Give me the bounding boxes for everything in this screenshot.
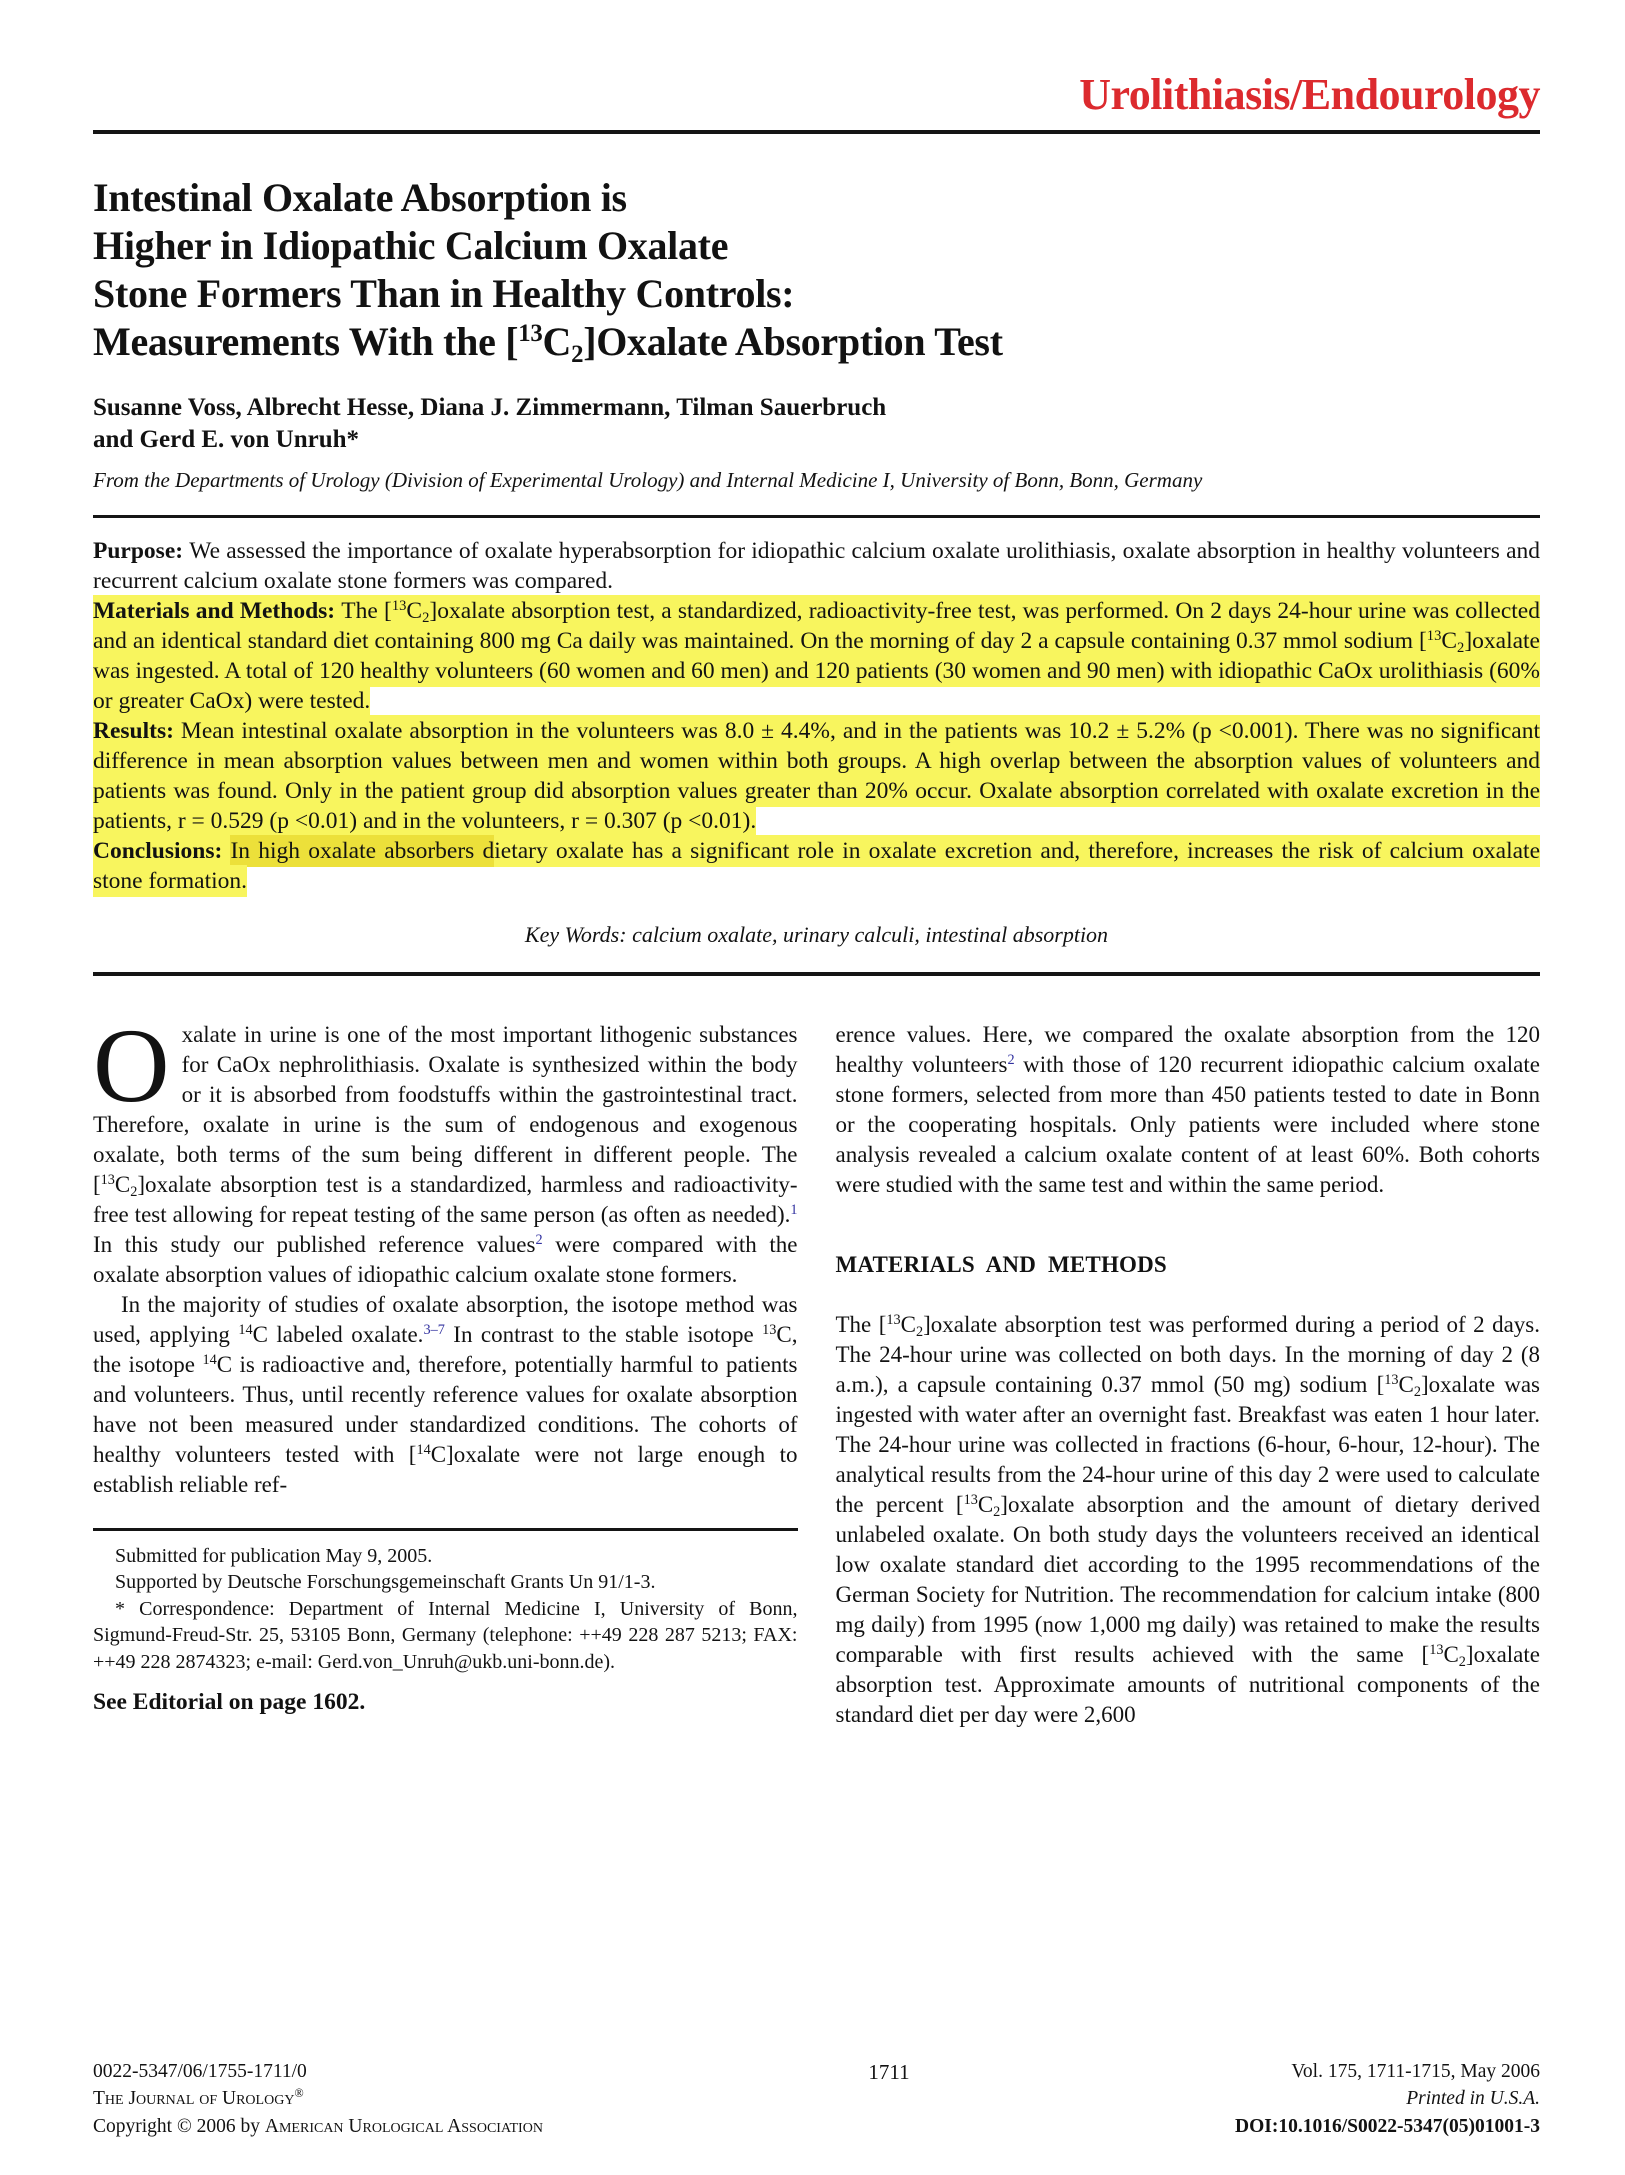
abstract-materials-methods: [93, 596, 1540, 716]
volume-info: Vol. 175, 1711-1715, May 2006: [1291, 2060, 1540, 2082]
intro-paragraph: [93, 1007, 798, 1290]
copyright-line: [93, 2113, 543, 2141]
footer-right-block: [1235, 2058, 1540, 2141]
issn-code: 0022-5347/06/1755-1711/0: [93, 2060, 307, 2082]
abstract-top-rule: [93, 515, 1540, 518]
left-column: [93, 1007, 798, 1730]
title-line: Intestinal Oxalate Absorption is: [93, 175, 627, 220]
abstract-conclusions-text: Conclusions: In high oxalate absorbers dietary oxalate has a significant role in oxalate excretion and, therefore, increases the risk of calcium oxalate stone formation.: [93, 835, 1540, 897]
keywords-line: Key Words: calcium oxalate, urinary calculi, intestinal absorption: [524, 922, 1109, 947]
copyright-text: Copyright © 2006 by American Urological Association: [93, 2115, 543, 2137]
printed-in-note: Printed in U.S.A.: [1406, 2088, 1540, 2109]
article-title: [93, 174, 1540, 366]
affiliation: From the Departments of Urology (Division of Experimental Urology) and Internal Medicine I, University of Bonn, Bonn, Germany: [93, 468, 1203, 492]
body-paragraph-text: In the majority of studies of oxalate absorption, the isotope method was used, applying $^{14}$C labeled oxalate.$^{3-7}$ In contrast to the stable isotope $^{13}$C, the isotope $^{14}$C is radioactive and, therefore, potentially harmful to patients and volunteers. Thus, until recently reference values for oxalate absorption have not been measured under standardized conditions. The cohorts of healthy volunteers tested with [$^{14}$C]oxalate were not large enough to establish reliable ref-: [93, 1292, 798, 1497]
footnote-submitted: [93, 1543, 798, 1570]
intro-paragraph-text: xalate in urine is one of the most important lithogenic substances for CaOx nephrolithiasis. Oxalate is synthesized within the body or it is absorbed from foodstuffs within the gastrointestinal tract. Therefore, oxalate in urine is the sum of endogenous and exogenous oxalate, both terms of the sum being different in different people. The $[^{13}C_2]oxalate$ absorption test is a standardized, harmless and radioactivity-free test allowing for repeat testing of the same person (as often as needed).$^1$ In this study our published reference values$^2$ were compared with the oxalate absorption values of idiopathic calcium oxalate stone formers.: [93, 1022, 798, 1287]
footer-left-block: [93, 2058, 543, 2141]
body-columns: [93, 1007, 1540, 1730]
title-line: Measurements With the $[^{13}C_2]Oxalate$ Absorption Test: [93, 319, 1003, 368]
header-rule: [93, 130, 1540, 134]
footnote-supported: [93, 1569, 798, 1596]
body-paragraph: [836, 1310, 1541, 1730]
footnote-correspondence: [93, 1596, 798, 1676]
journal-section-label: Urolithiasis/Endourology: [1079, 70, 1540, 119]
abstract-results-text: Results: Mean intestinal oxalate absorption in the volunteers was 8.0 ± 4.4%, and in the patients was 10.2 ± 5.2% (p <0.001). There was no significant difference in mean absorption values between men and women within both groups. A high overlap between the absorption values of volunteers and patients was found. Only in the patient group did absorption values greater than 20% occur. Oxalate absorption correlated with oxalate excretion in the patients, r = 0.529 (p <0.01) and in the volunteers, r = 0.307 (p <0.01).: [93, 715, 1540, 837]
footnote-rule: [93, 1528, 798, 1531]
abstract-conclusions: [93, 836, 1540, 896]
authors-line-1: Susanne Voss, Albrecht Hesse, Diana J. Zimmermann, Tilman Sauerbruch: [93, 394, 887, 421]
abstract-bottom-rule: [93, 972, 1540, 976]
abstract: [93, 536, 1540, 896]
title-line: Stone Formers Than in Healthy Controls:: [93, 271, 795, 316]
body-paragraph: [93, 1290, 798, 1500]
authors-line-2: and Gerd E. von Unruh*: [93, 426, 360, 453]
footnote-submitted-text: Submitted for publication May 9, 2005.: [115, 1544, 433, 1567]
abstract-results: [93, 716, 1540, 836]
citation-reference-link[interactable]: 1: [790, 1202, 798, 1219]
abstract-purpose: [93, 536, 1540, 596]
editorial-cross-reference: See Editorial on page 1602.: [93, 1689, 366, 1715]
footnote-supported-text: Supported by Deutsche Forschungsgemeinschaft Grants Un 91/1-3.: [115, 1571, 656, 1593]
title-line: Higher in Idiopathic Calcium Oxalate: [93, 223, 729, 268]
doi-line: DOI:10.1016/S0022-5347(05)01001-3: [1235, 2115, 1540, 2137]
body-paragraph-text: The $[^{13}C_2]oxalate$ absorption test was performed during a period of 2 days. The 24-hour urine was collected on both days. In the morning of day 2 (8 a.m.), a capsule containing 0.37 mmol (50 mg) sodium $[^{13}C_2]oxalate$ was ingested with water after an overnight fast. Breakfast was eaten 1 hour later. The 24-hour urine was collected in fractions (6-hour, 6-hour, 12-hour). The analytical results from the 24-hour urine of this day 2 were used to calculate the percent $[^{13}C_2]oxalate$ absorption and the amount of dietary derived unlabeled oxalate. On both study days the volunteers received an identical low oxalate standard diet according to the 1995 recommendations of the German Society for Nutrition. The recommendation for calcium intake (800 mg daily) from 1995 (now 1,000 mg daily) was retained to make the results comparable with first results achieved with the same $[^{13}C_2]oxalate$ absorption test. Approximate amounts of nutritional components of the standard diet per day were 2,600: [835, 1312, 1540, 1727]
journal-name: [93, 2085, 543, 2113]
dropcap-letter: O: [93, 1007, 170, 1124]
page-footer: [93, 2058, 1540, 2141]
citation-reference-link[interactable]: 3–7: [423, 1322, 445, 1339]
page-number: 1711: [868, 2059, 910, 2084]
journal-name-text: The Journal of Urology®: [93, 2086, 304, 2109]
right-column: [836, 1020, 1541, 1730]
body-paragraph-text: erence values. Here, we compared the oxalate absorption from the 120 healthy volunteers$^2$ with those of 120 recurrent idiopathic calcium oxalate stone formers, selected from more than 450 patients tested to date in Bonn or the cooperating hospitals. Only patients were included where stone analysis revealed a calcium oxalate content of at least 60%. Both cohorts were studied with the same test and within the same period.: [835, 1022, 1540, 1197]
footnotes: [93, 1543, 798, 1676]
section-heading-materials-and-methods: MATERIALS AND METHODS: [835, 1252, 1167, 1277]
author-list: [93, 392, 1540, 456]
footnote-correspondence-text: * Correspondence: Department of Internal Medicine I, University of Bonn, Sigmund-Freud-Str. 25, 53105 Bonn, Germany (telephone: ++49 228 287 5213; FAX: ++49 228 2874323; e-mail: Gerd.von_Unruh@ukb.uni-bonn.de).: [93, 1597, 798, 1673]
citation-reference-link[interactable]: 2: [1007, 1052, 1015, 1069]
abstract-purpose-text: Purpose: We assessed the importance of oxalate hyperabsorption for idiopathic calcium oxalate urolithiasis, oxalate absorption in healthy volunteers and recurrent calcium oxalate stone formers was compared.: [93, 538, 1541, 594]
citation-reference-link[interactable]: 2: [535, 1232, 543, 1249]
body-paragraph: [836, 1020, 1541, 1200]
abstract-materials-text: Materials and Methods: The $[^{13}C_2]oxalate$ absorption test, a standardized, radioactivity-free test, was performed. On 2 days 24-hour urine was collected and an identical standard diet containing 800 mg Ca daily was maintained. On the morning of day 2 a capsule containing 0.37 mmol sodium $[^{13}C_2]oxalate$ was ingested. A total of 120 healthy volunteers (60 women and 60 men) and 120 patients (30 women and 90 men) with idiopathic CaOx urolithiasis (60% or greater CaOx) were tested.: [93, 595, 1540, 717]
